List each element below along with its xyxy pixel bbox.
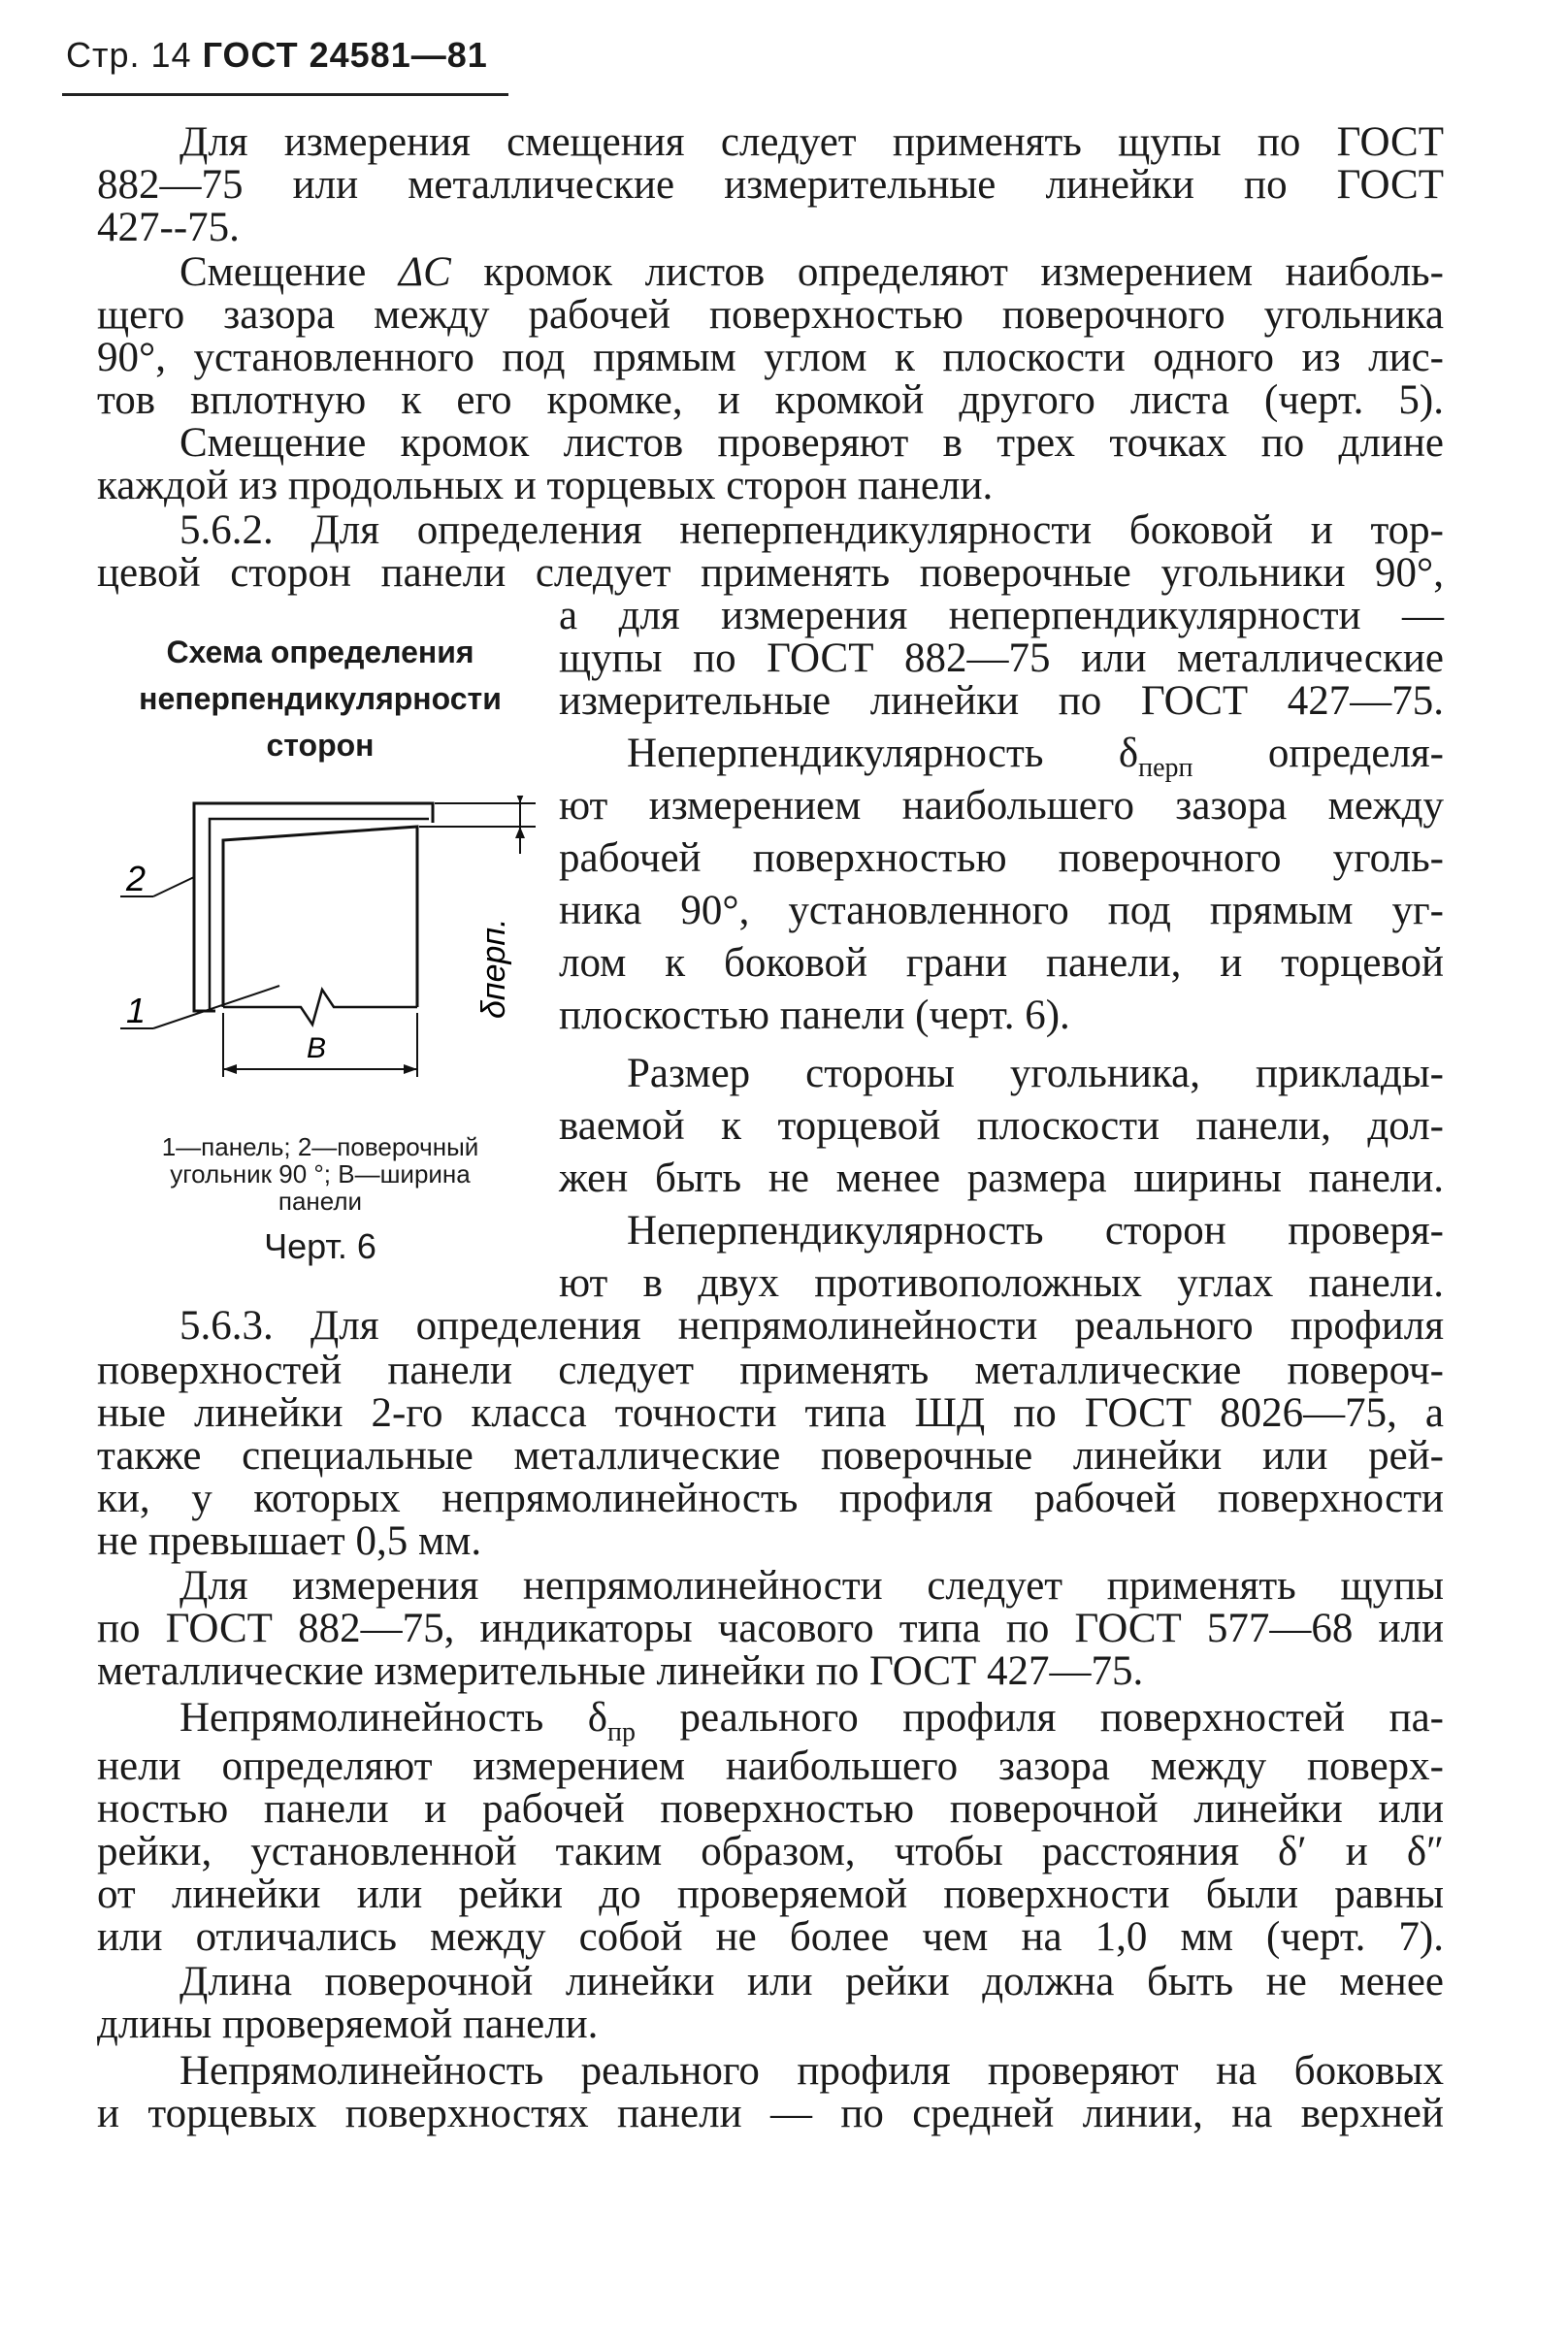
caption-line: угольник 90 °; B—ширина	[170, 1159, 471, 1189]
text-line: также специальные металлические поверочные линейки или рей-	[97, 1433, 1444, 1479]
text-line: ют в двух противоположных углах панели.	[559, 1260, 1444, 1306]
text-line: тов вплотную к его кромке, и кромкой другого листа (черт. 5).	[97, 377, 1444, 423]
text-line: плоскостью панели (черт. 6).	[559, 993, 1070, 1038]
text-line: Для измерения непрямолинейности следует применять щупы	[180, 1563, 1444, 1609]
panel-outline	[223, 827, 417, 1007]
text-line: каждой из продольных и торцевых сторон панели.	[97, 463, 994, 508]
figure-title-line: сторон	[266, 728, 375, 763]
figure-title-line: Схема определения	[166, 635, 474, 669]
text-fragment: Непрямолинейность δ	[180, 1695, 607, 1741]
leader-line	[153, 877, 194, 896]
text-line: или отличались между собой не более чем на 1,0 мм (черт. 7).	[97, 1914, 1444, 1960]
text-line: жен быть не менее размера ширины панели.	[559, 1156, 1444, 1201]
text-line: по ГОСТ 882—75, индикаторы часового типа по ГОСТ 577—68 или	[97, 1606, 1444, 1651]
callout-2: 2	[126, 859, 147, 898]
text-line: ника 90°, установленного под прямым уг-	[559, 888, 1444, 933]
figure-caption	[107, 1133, 534, 1215]
text-line	[180, 248, 1444, 297]
text-line: ки, у которых непрямолинейность профиля рабочей поверхности	[97, 1476, 1444, 1521]
delta-perp-label: δперп.	[475, 918, 512, 1019]
text-line: поверхностей панели следует применять металлические повероч-	[97, 1348, 1444, 1393]
text-fragment: реального профиля поверхностей па-	[635, 1695, 1444, 1741]
arrowhead	[223, 1064, 237, 1074]
standard-number: ГОСТ 24581—81	[202, 35, 488, 75]
text-line: 427--75.	[97, 205, 240, 250]
text-line: ностью панели и рабочей поверхностью поверочной линейки или	[97, 1786, 1444, 1832]
text-fragment: Смещение	[180, 249, 399, 295]
text-line: 5.6.3. Для определения непрямолинейности реального профиля	[180, 1303, 1444, 1349]
text-line: цевой сторон панели следует применять поверочные угольники 90°,	[97, 550, 1444, 596]
text-line: ные линейки 2-го класса точности типа ШД по ГОСТ 8026—75, а	[97, 1390, 1444, 1436]
text-line: Неперпендикулярность сторон проверя-	[627, 1208, 1444, 1254]
caption-line: панели	[278, 1187, 363, 1216]
text-line: рабочей поверхностью поверочного уголь-	[559, 835, 1444, 881]
text-fragment: Неперпендикулярность δ	[627, 731, 1139, 776]
caption-line: 1—панель; 2—поверочный	[161, 1132, 479, 1161]
page-number: Стр. 14	[66, 35, 192, 75]
arrowhead	[515, 827, 525, 838]
text-line: рейки, установленной таким образом, чтобы расстояния δ′ и δ″	[97, 1829, 1444, 1874]
callout-1: 1	[126, 991, 147, 1030]
arrowhead	[404, 1064, 417, 1074]
text-line: 882—75 или металлические измерительные линейки по ГОСТ	[97, 162, 1444, 208]
text-line: Смещение кромок листов проверяют в трех точках по длине	[180, 420, 1444, 466]
text-line: и торцевых поверхностях панели — по средней линии, на верхней	[97, 2091, 1444, 2136]
text-line: от линейки или рейки до проверяемой поверхности были равны	[97, 1872, 1444, 1917]
text-line: щупы по ГОСТ 882—75 или металлические	[559, 635, 1444, 681]
text-fragment: определя-	[1192, 731, 1444, 776]
text-line: Непрямолинейность реального профиля проверяют на боковых	[180, 2048, 1444, 2094]
text-line: нели определяют измерением наибольшего зазора между поверх-	[97, 1743, 1444, 1789]
subscript: перп	[1138, 753, 1193, 783]
header-rule	[62, 93, 508, 96]
text-line: лом к боковой грани панели, и торцевой	[559, 940, 1444, 986]
text-line: Длина поверочной линейки или рейки должна быть не менее	[180, 1959, 1444, 2004]
figure-number: Черт. 6	[264, 1226, 376, 1266]
page-header	[66, 35, 488, 76]
square-inner	[210, 819, 429, 1011]
width-label: B	[306, 1032, 327, 1064]
text-line: ют измерением наибольшего зазора между	[559, 783, 1444, 829]
arrowhead	[515, 796, 525, 803]
text-line: Для измерения смещения следует применять щупы по ГОСТ	[180, 119, 1444, 165]
text-line: Размер стороны угольника, приклады-	[627, 1051, 1444, 1096]
text-line: 5.6.2. Для определения неперпендикулярности боковой и тор-	[180, 507, 1444, 553]
subscript: пр	[607, 1717, 636, 1747]
text-line: металлические измерительные линейки по ГОСТ 427—75.	[97, 1648, 1144, 1694]
text-fragment: кромок листов определяют измерением наиболь-	[450, 249, 1444, 295]
text-line: длины проверяемой панели.	[97, 2002, 599, 2047]
text-line: 90°, установленного под прямым углом к плоскости одного из лис-	[97, 335, 1444, 380]
text-line: ваемой к торцевой плоскости панели, дол-	[559, 1103, 1444, 1149]
text-line: измерительные линейки по ГОСТ 427—75.	[559, 678, 1444, 724]
delta-symbol: ΔC	[398, 249, 451, 295]
text-line: а для измерения неперпендикулярности —	[559, 593, 1444, 638]
figure-title-line: неперпендикулярности	[139, 681, 502, 716]
figure-title	[116, 629, 524, 768]
text-line: щего зазора между рабочей поверхностью поверочного угольника	[97, 292, 1444, 338]
text-line: не превышает 0,5 мм.	[97, 1518, 482, 1564]
perpendicularity-diagram	[97, 796, 543, 1125]
